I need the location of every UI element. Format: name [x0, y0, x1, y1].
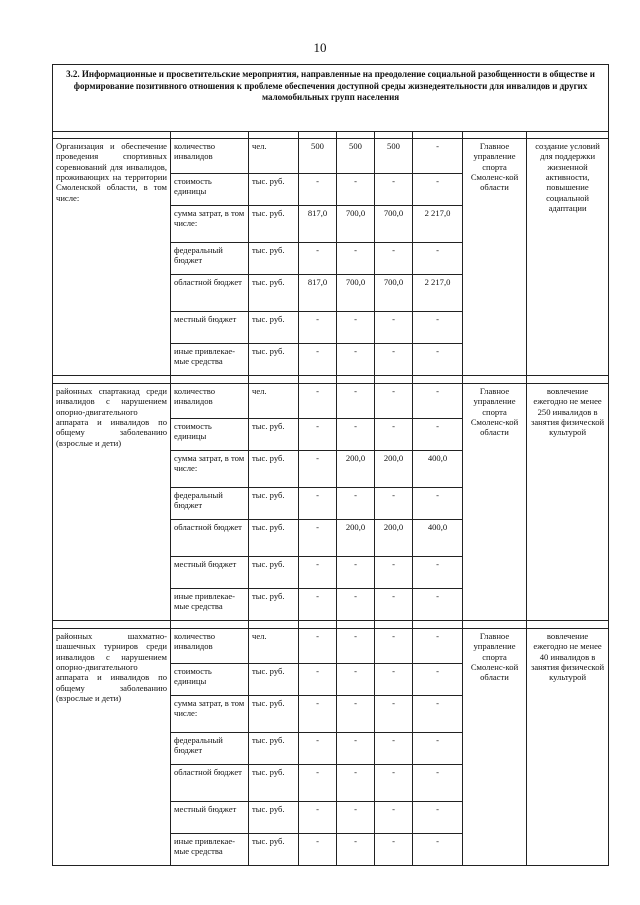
- year2-value-cell: -: [337, 589, 375, 621]
- year3-value-cell: -: [375, 312, 413, 344]
- unit-cell: тыс. руб.: [249, 312, 299, 344]
- executor-cell: Главное управление спорта Смоленс-кой области: [463, 384, 527, 621]
- year3-value-cell: -: [375, 419, 413, 451]
- total-value-cell: -: [413, 765, 463, 802]
- year2-value-cell: -: [337, 629, 375, 664]
- unit-cell: тыс. руб.: [249, 344, 299, 376]
- indicator-cell: количество инвалидов: [171, 139, 249, 174]
- year3-value-cell: -: [375, 384, 413, 419]
- year2-value-cell: -: [337, 664, 375, 696]
- year2-value-cell: 200,0: [337, 451, 375, 488]
- year1-value-cell: -: [299, 451, 337, 488]
- total-value-cell: 400,0: [413, 451, 463, 488]
- unit-cell: тыс. руб.: [249, 520, 299, 557]
- unit-cell: тыс. руб.: [249, 419, 299, 451]
- indicator-cell: сумма затрат, в том числе:: [171, 696, 249, 733]
- page-number: 10: [313, 40, 327, 55]
- year3-value-cell: -: [375, 629, 413, 664]
- total-value-cell: -: [413, 733, 463, 765]
- executor-cell: Главное управление спорта Смоленс-кой области: [463, 629, 527, 866]
- year2-value-cell: -: [337, 557, 375, 589]
- unit-cell: чел.: [249, 139, 299, 174]
- year3-value-cell: 200,0: [375, 451, 413, 488]
- unit-cell: тыс. руб.: [249, 802, 299, 834]
- total-value-cell: -: [413, 664, 463, 696]
- unit-cell: тыс. руб.: [249, 488, 299, 520]
- total-value-cell: -: [413, 629, 463, 664]
- year2-value-cell: 700,0: [337, 275, 375, 312]
- year1-value-cell: -: [299, 312, 337, 344]
- year1-value-cell: -: [299, 834, 337, 866]
- unit-cell: чел.: [249, 384, 299, 419]
- indicator-cell: сумма затрат, в том числе:: [171, 451, 249, 488]
- indicator-cell: иные привлекае-мые средства: [171, 834, 249, 866]
- unit-cell: тыс. руб.: [249, 664, 299, 696]
- year1-value-cell: -: [299, 344, 337, 376]
- indicator-cell: стоимость единицы: [171, 664, 249, 696]
- year1-value-cell: -: [299, 557, 337, 589]
- expected-result-cell: вовлечение ежегодно не менее 40 инвалидов в занятия физической культурой: [527, 629, 609, 866]
- year3-value-cell: -: [375, 765, 413, 802]
- year1-value-cell: 500: [299, 139, 337, 174]
- year1-value-cell: -: [299, 629, 337, 664]
- year3-value-cell: 700,0: [375, 206, 413, 243]
- indicator-cell: областной бюджет: [171, 275, 249, 312]
- unit-cell: тыс. руб.: [249, 557, 299, 589]
- year3-value-cell: 200,0: [375, 520, 413, 557]
- spacer-row: [53, 132, 609, 139]
- indicator-cell: количество инвалидов: [171, 384, 249, 419]
- year1-value-cell: -: [299, 664, 337, 696]
- indicator-cell: сумма затрат, в том числе:: [171, 206, 249, 243]
- unit-cell: тыс. руб.: [249, 696, 299, 733]
- year3-value-cell: -: [375, 696, 413, 733]
- executor-cell: Главное управление спорта Смоленс-кой области: [463, 139, 527, 376]
- year3-value-cell: -: [375, 243, 413, 275]
- year3-value-cell: -: [375, 174, 413, 206]
- indicator-cell: местный бюджет: [171, 312, 249, 344]
- total-value-cell: -: [413, 696, 463, 733]
- indicator-cell: областной бюджет: [171, 765, 249, 802]
- unit-cell: тыс. руб.: [249, 589, 299, 621]
- year1-value-cell: -: [299, 384, 337, 419]
- unit-cell: тыс. руб.: [249, 733, 299, 765]
- block-separator-row: [53, 376, 609, 384]
- year2-value-cell: -: [337, 733, 375, 765]
- indicator-cell: местный бюджет: [171, 802, 249, 834]
- total-value-cell: -: [413, 419, 463, 451]
- total-value-cell: -: [413, 834, 463, 866]
- year1-value-cell: -: [299, 589, 337, 621]
- year3-value-cell: -: [375, 344, 413, 376]
- year1-value-cell: -: [299, 520, 337, 557]
- year2-value-cell: -: [337, 174, 375, 206]
- year1-value-cell: -: [299, 802, 337, 834]
- total-value-cell: -: [413, 243, 463, 275]
- event-name-cell: районных шахматно-шашечных турниров среди инвалидов с нарушением опорно-двигательного аппарата и инвалидов по общему заболеванию (взрослые и дети): [53, 629, 171, 866]
- indicator-cell: иные привлекае-мые средства: [171, 344, 249, 376]
- total-value-cell: -: [413, 139, 463, 174]
- total-value-cell: -: [413, 802, 463, 834]
- year3-value-cell: -: [375, 557, 413, 589]
- indicator-cell: федеральный бюджет: [171, 488, 249, 520]
- total-value-cell: -: [413, 557, 463, 589]
- year1-value-cell: 817,0: [299, 206, 337, 243]
- year1-value-cell: -: [299, 243, 337, 275]
- section-heading: 3.2. Информационные и просветительские мероприятия, направленные на преодоление социальной разобщенности в обществе и формирование позитивного отношения к проблеме обеспечения доступной среды жизнедеятельности для инвалидов и других маломобильных групп населения: [53, 65, 609, 132]
- year1-value-cell: -: [299, 419, 337, 451]
- table-row: [53, 629, 609, 664]
- table-row: [53, 384, 609, 419]
- year2-value-cell: -: [337, 488, 375, 520]
- total-value-cell: -: [413, 488, 463, 520]
- indicator-cell: стоимость единицы: [171, 174, 249, 206]
- year3-value-cell: -: [375, 733, 413, 765]
- total-value-cell: -: [413, 384, 463, 419]
- total-value-cell: 2 217,0: [413, 275, 463, 312]
- year2-value-cell: -: [337, 696, 375, 733]
- year1-value-cell: -: [299, 696, 337, 733]
- year1-value-cell: -: [299, 733, 337, 765]
- year2-value-cell: -: [337, 344, 375, 376]
- expected-result-cell: вовлечение ежегодно не менее 250 инвалидов в занятия физической культурой: [527, 384, 609, 621]
- total-value-cell: -: [413, 589, 463, 621]
- year3-value-cell: -: [375, 664, 413, 696]
- year2-value-cell: -: [337, 243, 375, 275]
- year2-value-cell: -: [337, 384, 375, 419]
- indicator-cell: федеральный бюджет: [171, 733, 249, 765]
- unit-cell: тыс. руб.: [249, 206, 299, 243]
- unit-cell: чел.: [249, 629, 299, 664]
- unit-cell: тыс. руб.: [249, 174, 299, 206]
- year2-value-cell: 700,0: [337, 206, 375, 243]
- indicator-cell: количество инвалидов: [171, 629, 249, 664]
- block-separator-row: [53, 621, 609, 629]
- total-value-cell: 400,0: [413, 520, 463, 557]
- table-row: [53, 139, 609, 174]
- expected-result-cell: создание условий для поддержки жизненной активности, повышение социальной адаптации: [527, 139, 609, 376]
- total-value-cell: -: [413, 344, 463, 376]
- year3-value-cell: 500: [375, 139, 413, 174]
- unit-cell: тыс. руб.: [249, 451, 299, 488]
- year2-value-cell: 500: [337, 139, 375, 174]
- indicator-cell: стоимость единицы: [171, 419, 249, 451]
- indicator-cell: местный бюджет: [171, 557, 249, 589]
- year2-value-cell: -: [337, 765, 375, 802]
- year1-value-cell: -: [299, 488, 337, 520]
- event-name-cell: Организация и обеспечение проведения спортивных соревнований для инвалидов, проживающих на территории Смоленской области, в том числе:: [53, 139, 171, 376]
- year3-value-cell: -: [375, 834, 413, 866]
- indicator-cell: федеральный бюджет: [171, 243, 249, 275]
- unit-cell: тыс. руб.: [249, 765, 299, 802]
- year2-value-cell: 200,0: [337, 520, 375, 557]
- indicator-cell: областной бюджет: [171, 520, 249, 557]
- year3-value-cell: 700,0: [375, 275, 413, 312]
- year3-value-cell: -: [375, 802, 413, 834]
- year3-value-cell: -: [375, 488, 413, 520]
- total-value-cell: 2 217,0: [413, 206, 463, 243]
- year2-value-cell: -: [337, 802, 375, 834]
- program-table: [52, 64, 609, 866]
- total-value-cell: -: [413, 312, 463, 344]
- total-value-cell: -: [413, 174, 463, 206]
- unit-cell: тыс. руб.: [249, 275, 299, 312]
- year1-value-cell: -: [299, 174, 337, 206]
- event-name-cell: районных спартакиад среди инвалидов с нарушением опорно-двигательного аппарата и инвалидов по общему заболеванию (взрослые и дети): [53, 384, 171, 621]
- year2-value-cell: -: [337, 419, 375, 451]
- indicator-cell: иные привлекае-мые средства: [171, 589, 249, 621]
- year1-value-cell: -: [299, 765, 337, 802]
- year2-value-cell: -: [337, 834, 375, 866]
- year2-value-cell: -: [337, 312, 375, 344]
- unit-cell: тыс. руб.: [249, 834, 299, 866]
- unit-cell: тыс. руб.: [249, 243, 299, 275]
- year1-value-cell: 817,0: [299, 275, 337, 312]
- year3-value-cell: -: [375, 589, 413, 621]
